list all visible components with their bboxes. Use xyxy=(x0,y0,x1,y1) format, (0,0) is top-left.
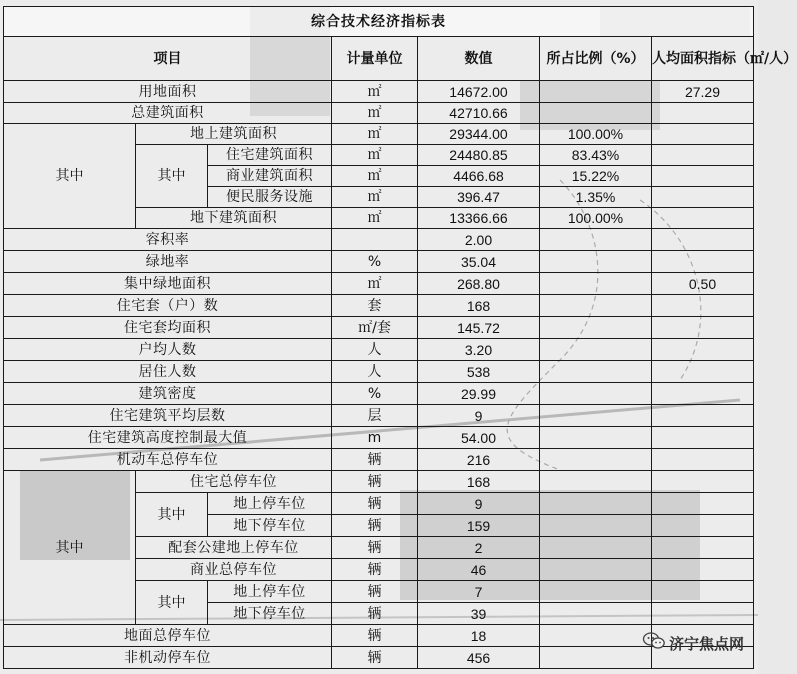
row-value: 54.00 xyxy=(418,427,540,449)
row-value: 13366.66 xyxy=(418,208,540,229)
row-value: 18 xyxy=(418,625,540,647)
row-ratio: 1.35% xyxy=(540,187,652,208)
row-unit: 辆 xyxy=(332,515,418,537)
row-ratio xyxy=(540,471,652,493)
indicator-table xyxy=(3,6,797,669)
row-ratio: 100.00% xyxy=(540,208,652,229)
row-ratio: 15.22% xyxy=(540,166,652,187)
row-unit: 辆 xyxy=(332,647,418,669)
row-label: 非机动停车位 xyxy=(4,647,332,669)
table-row xyxy=(4,471,754,493)
table-row xyxy=(4,339,754,361)
row-label: 用地面积 xyxy=(4,81,332,103)
row-value: 29344.00 xyxy=(418,124,540,145)
row-unit: ㎡ xyxy=(332,145,418,166)
table-row xyxy=(4,427,754,449)
table-row xyxy=(4,383,754,405)
table-row xyxy=(4,229,754,251)
row-ratio xyxy=(540,559,652,581)
row-label: 配套公建地上停车位 xyxy=(136,537,332,559)
table-row xyxy=(4,405,754,427)
row-ratio xyxy=(540,383,652,405)
row-ratio xyxy=(540,515,652,537)
row-label: 住宅套（户）数 xyxy=(4,295,332,317)
wechat-logo-icon xyxy=(643,632,665,654)
row-ratio xyxy=(540,229,652,251)
row-per-capita xyxy=(652,383,754,405)
row-per-capita: 0.50 xyxy=(652,273,754,295)
row-per-capita xyxy=(652,145,754,166)
row-per-capita xyxy=(652,493,754,515)
row-unit xyxy=(332,229,418,251)
row-ratio xyxy=(540,537,652,559)
row-label: 绿地率 xyxy=(4,251,332,273)
row-ratio xyxy=(540,581,652,603)
row-value: 168 xyxy=(418,295,540,317)
row-value: 9 xyxy=(418,405,540,427)
watermark xyxy=(643,632,744,654)
row-label: 机动车总停车位 xyxy=(4,449,332,471)
row-per-capita xyxy=(652,208,754,229)
table-row xyxy=(4,251,754,273)
header-per-capita: 人均面积指标（㎡/人） xyxy=(652,37,754,81)
row-per-capita xyxy=(652,166,754,187)
row-per-capita xyxy=(652,427,754,449)
row-unit: ㎡ xyxy=(332,187,418,208)
header-ratio: 所占比例（%） xyxy=(540,37,652,81)
row-per-capita xyxy=(652,317,754,339)
row-value: 2 xyxy=(418,537,540,559)
row-value: 2.00 xyxy=(418,229,540,251)
row-ratio xyxy=(540,493,652,515)
row-value: 35.04 xyxy=(418,251,540,273)
row-ratio xyxy=(540,427,652,449)
row-label: 地面总停车位 xyxy=(4,625,332,647)
row-ratio xyxy=(540,81,652,103)
row-value: 145.72 xyxy=(418,317,540,339)
table-row xyxy=(4,273,754,295)
table-row xyxy=(4,647,754,669)
title-row xyxy=(4,7,754,37)
row-per-capita xyxy=(652,124,754,145)
row-label: 地下停车位 xyxy=(208,603,332,625)
row-value: 14672.00 xyxy=(418,81,540,103)
row-label: 商业总停车位 xyxy=(136,559,332,581)
parking-group-label-qizhong: 其中 xyxy=(4,471,136,625)
row-unit: 人 xyxy=(332,339,418,361)
row-ratio xyxy=(540,339,652,361)
row-label: 便民服务设施 xyxy=(208,187,332,208)
row-unit: % xyxy=(332,383,418,405)
row-ratio xyxy=(540,295,652,317)
row-ratio xyxy=(540,251,652,273)
row-per-capita xyxy=(652,581,754,603)
row-per-capita xyxy=(652,515,754,537)
row-ratio xyxy=(540,625,652,647)
commercial-parking-subgroup-qizhong: 其中 xyxy=(136,581,208,625)
row-unit: 辆 xyxy=(332,537,418,559)
table-row xyxy=(4,449,754,471)
row-per-capita xyxy=(652,339,754,361)
table-row xyxy=(4,81,754,103)
row-per-capita xyxy=(652,229,754,251)
row-ratio xyxy=(540,273,652,295)
row-label: 总建筑面积 xyxy=(4,103,332,124)
row-per-capita xyxy=(652,361,754,383)
row-value: 39 xyxy=(418,603,540,625)
row-per-capita xyxy=(652,449,754,471)
row-unit: 辆 xyxy=(332,449,418,471)
row-unit: ㎡ xyxy=(332,273,418,295)
row-unit: % xyxy=(332,251,418,273)
row-label: 地上建筑面积 xyxy=(136,124,332,145)
row-ratio xyxy=(540,647,652,669)
header-item: 项目 xyxy=(4,37,332,81)
row-label: 容积率 xyxy=(4,229,332,251)
row-value: 9 xyxy=(418,493,540,515)
row-per-capita xyxy=(652,559,754,581)
row-label: 商业建筑面积 xyxy=(208,166,332,187)
row-ratio: 100.00% xyxy=(540,124,652,145)
row-value: 216 xyxy=(418,449,540,471)
row-unit: ㎡ xyxy=(332,208,418,229)
row-unit: 辆 xyxy=(332,581,418,603)
table-row xyxy=(4,124,754,145)
row-value: 4466.68 xyxy=(418,166,540,187)
row-label: 住宅建筑平均层数 xyxy=(4,405,332,427)
table-row xyxy=(4,317,754,339)
row-unit: 辆 xyxy=(332,603,418,625)
row-value: 7 xyxy=(418,581,540,603)
row-unit: ㎡ xyxy=(332,81,418,103)
row-ratio xyxy=(540,361,652,383)
indicator-table-sheet xyxy=(3,6,797,670)
row-per-capita xyxy=(652,405,754,427)
row-unit: 辆 xyxy=(332,625,418,647)
row-per-capita xyxy=(652,471,754,493)
row-unit: 层 xyxy=(332,405,418,427)
row-label: 住宅总停车位 xyxy=(136,471,332,493)
header-unit: 计量单位 xyxy=(332,37,418,81)
row-label: 建筑密度 xyxy=(4,383,332,405)
row-per-capita xyxy=(652,537,754,559)
row-ratio xyxy=(540,103,652,124)
row-label: 地上停车位 xyxy=(208,493,332,515)
row-label: 居住人数 xyxy=(4,361,332,383)
watermark-text: 济宁焦点网 xyxy=(668,634,744,653)
row-value: 24480.85 xyxy=(418,145,540,166)
row-value: 42710.66 xyxy=(418,103,540,124)
row-per-capita xyxy=(652,103,754,124)
row-label: 户均人数 xyxy=(4,339,332,361)
table-row xyxy=(4,625,754,647)
row-value: 538 xyxy=(418,361,540,383)
row-ratio xyxy=(540,405,652,427)
table-title: 综合技术经济指标表 xyxy=(4,7,754,37)
row-value: 396.47 xyxy=(418,187,540,208)
row-unit: ㎡ xyxy=(332,166,418,187)
residential-parking-subgroup-qizhong: 其中 xyxy=(136,493,208,537)
subgroup-label-qizhong: 其中 xyxy=(136,145,208,208)
row-unit: ㎡ xyxy=(332,103,418,124)
row-value: 456 xyxy=(418,647,540,669)
row-unit: ㎡/套 xyxy=(332,317,418,339)
row-per-capita xyxy=(652,295,754,317)
row-per-capita: 27.29 xyxy=(652,81,754,103)
table-row xyxy=(4,361,754,383)
row-unit: ㎡ xyxy=(332,124,418,145)
row-unit: 辆 xyxy=(332,559,418,581)
row-value: 268.80 xyxy=(418,273,540,295)
row-ratio xyxy=(540,317,652,339)
row-unit: m xyxy=(332,427,418,449)
row-ratio xyxy=(540,603,652,625)
table-row xyxy=(4,295,754,317)
row-label: 地下停车位 xyxy=(208,515,332,537)
row-unit: 辆 xyxy=(332,493,418,515)
row-per-capita xyxy=(652,187,754,208)
row-per-capita xyxy=(652,251,754,273)
group-label-qizhong: 其中 xyxy=(4,124,136,229)
row-unit: 人 xyxy=(332,361,418,383)
row-label: 地下建筑面积 xyxy=(136,208,332,229)
row-label: 集中绿地面积 xyxy=(4,273,332,295)
row-label: 住宅建筑面积 xyxy=(208,145,332,166)
row-ratio: 83.43% xyxy=(540,145,652,166)
row-ratio xyxy=(540,449,652,471)
row-value: 168 xyxy=(418,471,540,493)
header-value: 数值 xyxy=(418,37,540,81)
row-value: 3.20 xyxy=(418,339,540,361)
row-label: 住宅套均面积 xyxy=(4,317,332,339)
row-value: 29.99 xyxy=(418,383,540,405)
table-row xyxy=(4,103,754,124)
header-row xyxy=(4,37,754,81)
row-per-capita xyxy=(652,603,754,625)
row-value: 159 xyxy=(418,515,540,537)
row-label: 住宅建筑高度控制最大值 xyxy=(4,427,332,449)
row-unit: 套 xyxy=(332,295,418,317)
row-value: 46 xyxy=(418,559,540,581)
row-label: 地上停车位 xyxy=(208,581,332,603)
row-unit: 辆 xyxy=(332,471,418,493)
